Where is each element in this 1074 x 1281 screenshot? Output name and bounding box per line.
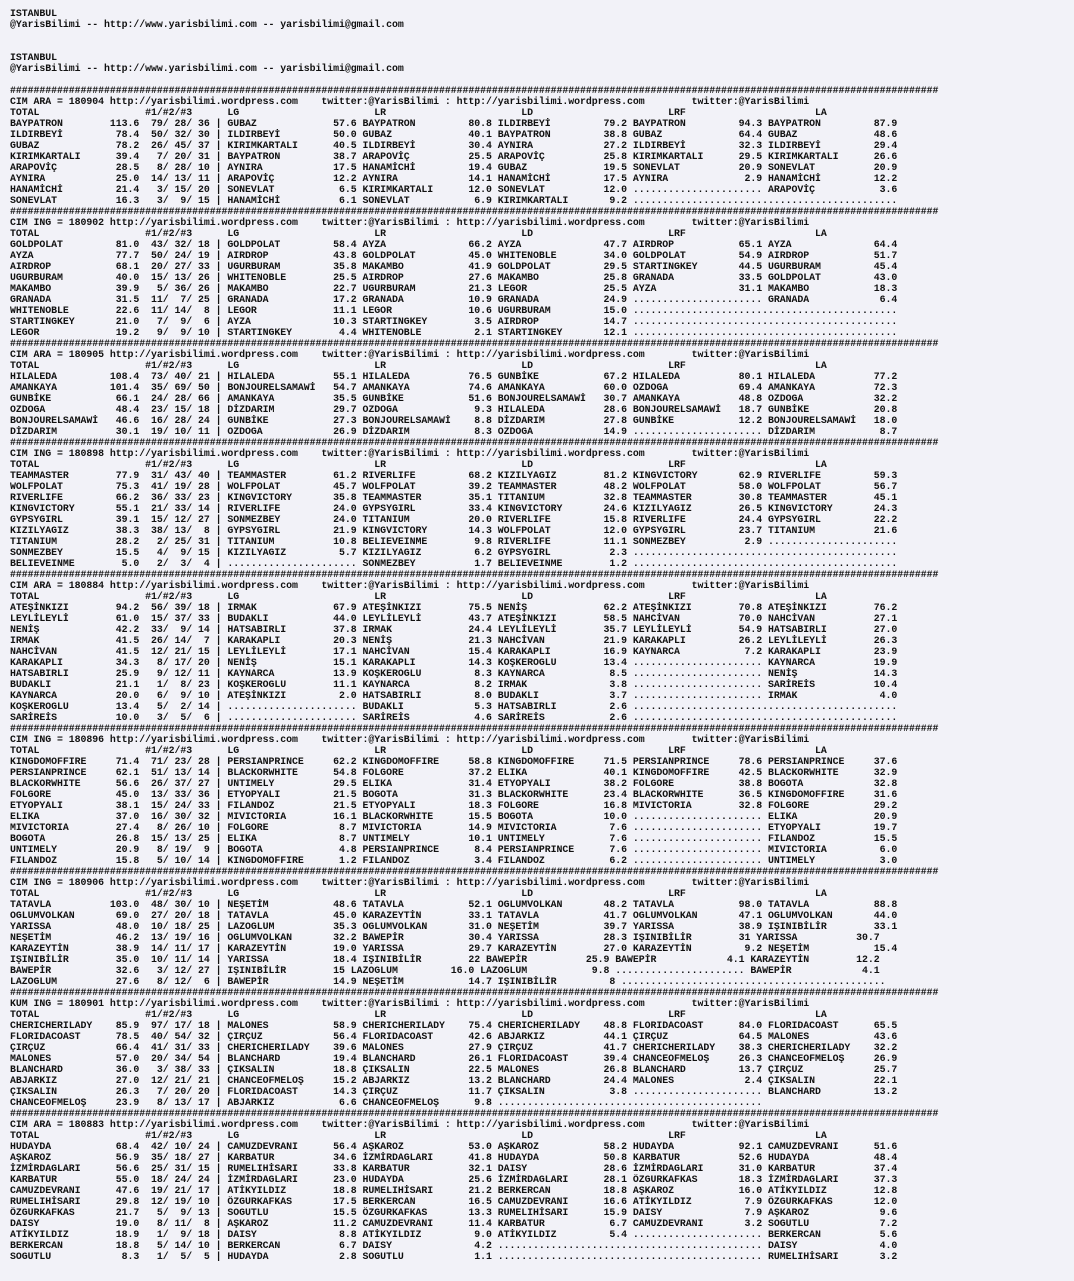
- horse-row: ELIKA 37.0 16/ 30/ 32 | MIVICTORIA 16.1 BLACKORWHITE 15.5 BOGOTA 10.0 ...................... ELIKA 20.9: [10, 811, 898, 822]
- horse-row: KINGDOMOFFIRE 71.4 71/ 23/ 28 | PERSIANPRINCE 62.2 KINGDOMOFFIRE 58.8 KINGDOMOFFIRE 71.5 PERSIANPRINCE 78.6 PERSIANPRINCE 37.6: [10, 756, 898, 767]
- horse-row: AMANKAYA 101.4 35/ 69/ 50 | BONJOURELSAMAWİ 54.7 AMANKAYA 74.6 AMANKAYA 60.0 OZDOGA 69.4 AMANKAYA 72.3: [10, 382, 898, 393]
- horse-row: KOŞKEROGLU 13.4 5/ 2/ 14 | ...................... BUDAKLI 5.3 HATSABIRLI 2.6 .............................................: [10, 701, 898, 712]
- horse-row: FOLGORE 45.0 13/ 33/ 36 | ETYOPYALI 21.5 BOGOTA 31.3 BLACKORWHITE 23.4 BLACKORWHITE 36.5 KINGDOMOFFIRE 31.6: [10, 789, 898, 800]
- horse-row: TATAVLA 103.0 48/ 30/ 10 | NEŞETİM 48.6 TATAVLA 52.1 OGLUMVOLKAN 48.2 TATAVLA 98.0 TATAVLA 88.8: [10, 899, 898, 910]
- horse-row: RIVERLIFE 66.2 36/ 33/ 23 | KINGVICTORY 35.8 TEAMMASTER 35.1 TITANIUM 32.8 TEAMMASTER 30.8 TEAMMASTER 45.1: [10, 492, 898, 503]
- column-header-line: TOTAL #1/#2/#3 LG LR LD LRF LA: [10, 459, 827, 470]
- horse-row: BUDAKLI 21.1 1/ 8/ 23 | KOŞKEROGLU 11.1 KAYNARCA 8.2 IRMAK 3.8 ...................... SARİREİS 10.4: [10, 679, 898, 690]
- horse-row: ÇIKSALIN 26.3 7/ 20/ 20 | FLORIDACOAST 14.3 ÇIRÇUZ 11.7 ÇIKSALIN 3.8 ...................... BLANCHARD 13.2: [10, 1086, 898, 1097]
- horse-row: KARAZEYTİN 38.9 14/ 11/ 17 | KARAZEYTİN 19.0 YARISSA 29.7 KARAZEYTİN 27.0 KARAZEYTİN 9.2 NEŞETİM 15.4: [10, 943, 898, 954]
- horse-row: KAYNARCA 20.0 6/ 9/ 10 | ATEŞİNKIZI 2.0 HATSABIRLI 8.0 BUDAKLI 3.7 ...................... IRMAK 4.0: [10, 690, 898, 701]
- horse-row: LAZOGLUM 27.6 8/ 12/ 6 | BAWEPİR 14.9 NEŞETİM 14.7 IŞINIBİLİR 8 .............................................: [10, 976, 886, 987]
- race-header-line: CIM ARA = 180883 http://yarisbilimi.wordpress.com twitter:@YarisBilimi : http://yarisbilimi.wordpress.com twitter:@YarisBilimi: [10, 1119, 810, 1130]
- horse-row: GYPSYGIRL 39.1 15/ 12/ 27 | SONMEZBEY 24.0 TITANIUM 20.0 RIVERLIFE 15.8 RIVERLIFE 24.4 GYPSYGIRL 22.2: [10, 514, 898, 525]
- horse-row: LEGOR 19.2 9/ 9/ 10 | STARTINGKEY 4.4 WHITENOBLE 2.1 STARTINGKEY 12.1 .............................................: [10, 327, 898, 338]
- horse-row: SARİREİS 10.0 3/ 5/ 6 | ...................... SARİREİS 4.6 SARİREİS 2.6 .............................................: [10, 712, 898, 723]
- column-header-line: TOTAL #1/#2/#3 LG LR LD LRF LA: [10, 591, 827, 602]
- horse-row: MIVICTORIA 27.4 8/ 26/ 10 | FOLGORE 8.7 MIVICTORIA 14.9 MIVICTORIA 7.6 ...................... ETYOPYALI 19.7: [10, 822, 898, 833]
- horse-row: ATİKYILDIZ 18.9 1/ 9/ 18 | DAISY 8.8 ATİKYILDIZ 9.0 ATİKYILDIZ 5.4 ...................... BERKERCAN 5.6: [10, 1229, 898, 1240]
- horse-row: OGLUMVOLKAN 69.0 27/ 20/ 18 | TATAVLA 45.0 KARAZEYTİN 33.1 TATAVLA 41.7 OGLUMVOLKAN 47.1 OGLUMVOLKAN 44.0: [10, 910, 898, 921]
- horse-row: HANAMİCHİ 21.4 3/ 15/ 20 | SONEVLAT 6.5 KIRIMKARTALI 12.0 SONEVLAT 12.0 ...................... ARAPOVİÇ 3.6: [10, 184, 898, 195]
- race-header-line: KUM ING = 180901 http://yarisbilimi.wordpress.com twitter:@YarisBilimi : http://yarisbilimi.wordpress.com twitter:@YarisBilimi: [10, 998, 810, 1009]
- separator-line: ##############################################################################################################################################################: [10, 338, 939, 349]
- horse-row: BONJOURELSAMAWİ 46.6 16/ 28/ 24 | GUNBİKE 27.3 BONJOURELSAMAWİ 8.8 DİZDARIM 27.8 GUNBİKE 12.2 BONJOURELSAMAWİ 18.0: [10, 415, 898, 426]
- race-header-line: CIM ING = 180898 http://yarisbilimi.wordpress.com twitter:@YarisBilimi : http://yarisbilimi.wordpress.com twitter:@YarisBilimi: [10, 448, 810, 459]
- horse-row: WHITENOBLE 22.6 11/ 14/ 8 | LEGOR 11.1 LEGOR 10.6 UGURBURAM 15.0 .............................................: [10, 305, 898, 316]
- horse-row: UNTIMELY 20.9 8/ 19/ 9 | BOGOTA 4.8 PERSIANPRINCE 8.4 PERSIANPRINCE 7.6 ...................... MIVICTORIA 6.0: [10, 844, 898, 855]
- horse-row: BAYPATRON 113.6 79/ 28/ 36 | GUBAZ 57.6 BAYPATRON 80.8 ILDIRBEYİ 79.2 BAYPATRON 94.3 BAYPATRON 87.9: [10, 118, 898, 129]
- horse-row: ABJARKIZ 27.0 12/ 21/ 21 | CHANCEOFMELOŞ 15.2 ABJARKIZ 13.2 BLANCHARD 24.4 MALONES 2.4 ÇIKSALIN 22.1: [10, 1075, 898, 1086]
- horse-row: SOGUTLU 8.3 1/ 5/ 5 | HUDAYDA 2.8 SOGUTLU 1.1 ............................................. RUMELIHİSARI 3.2: [10, 1251, 898, 1262]
- horse-row: HATSABIRLI 25.9 9/ 12/ 11 | KAYNARCA 13.9 KOŞKEROGLU 8.3 KAYNARCA 8.5 ...................... NENİŞ 14.3: [10, 668, 898, 679]
- text-line: @YarisBilimi -- http://www.yarisbilimi.com -- yarisbilimi@gmail.com: [10, 19, 404, 30]
- horse-row: AŞKAROZ 56.9 35/ 18/ 27 | KARBATUR 34.6 İZMİRDAGLARI 41.8 HUDAYDA 50.8 KARBATUR 52.6 HUDAYDA 48.4: [10, 1152, 898, 1163]
- column-header-line: TOTAL #1/#2/#3 LG LR LD LRF LA: [10, 888, 827, 899]
- column-header-line: TOTAL #1/#2/#3 LG LR LD LRF LA: [10, 107, 827, 118]
- race-header-line: CIM ING = 180896 http://yarisbilimi.wordpress.com twitter:@YarisBilimi : http://yarisbilimi.wordpress.com twitter:@YarisBilimi: [10, 734, 810, 745]
- horse-row: LEYLİLEYLİ 61.0 15/ 37/ 33 | BUDAKLI 44.0 LEYLİLEYLİ 43.7 ATEŞİNKIZI 58.5 NAHCİVAN 70.0 NAHCİVAN 27.1: [10, 613, 898, 624]
- horse-row: NAHCİVAN 41.5 12/ 21/ 15 | LEYLİLEYLİ 17.1 NAHCİVAN 15.4 KARAKAPLI 16.9 KAYNARCA 7.2 KARAKAPLI 23.9: [10, 646, 898, 657]
- separator-line: ##############################################################################################################################################################: [10, 987, 939, 998]
- horse-row: BELIEVEINME 5.0 2/ 3/ 4 | ...................... SONMEZBEY 1.7 BELIEVEINME 1.2 .............................................: [10, 558, 898, 569]
- horse-row: CAMUZDEVRANI 47.6 19/ 21/ 17 | ATİKYILDIZ 18.8 RUMELIHİSARI 21.2 BERKERCAN 18.8 AŞKAROZ 16.0 ATİKYILDIZ 12.8: [10, 1185, 898, 1196]
- text-line: ISTANBUL: [10, 8, 58, 19]
- horse-row: ILDIRBEYİ 78.4 50/ 32/ 30 | ILDIRBEYİ 50.0 GUBAZ 40.1 BAYPATRON 38.8 GUBAZ 64.4 GUBAZ 48.6: [10, 129, 898, 140]
- horse-row: KINGVICTORY 55.1 21/ 33/ 14 | RIVERLIFE 24.0 GYPSYGIRL 33.4 KINGVICTORY 24.6 KIZILYAGIZ 26.5 KINGVICTORY 24.3: [10, 503, 898, 514]
- horse-row: ARAPOVİÇ 28.5 8/ 28/ 10 | AYNIRA 17.5 HANAMİCHİ 19.4 GUBAZ 19.5 SONEVLAT 20.9 SONEVLAT 20.9: [10, 162, 898, 173]
- horse-row: STARTINGKEY 21.0 7/ 9/ 6 | AYZA 10.3 STARTINGKEY 3.5 AIRDROP 14.7 .............................................: [10, 316, 898, 327]
- horse-row: AIRDROP 68.1 20/ 27/ 33 | UGURBURAM 35.8 MAKAMBO 41.9 GOLDPOLAT 29.5 STARTINGKEY 44.5 UGURBURAM 45.4: [10, 261, 898, 272]
- blank-line: [10, 74, 1074, 85]
- race-header-line: CIM ARA = 180884 http://yarisbilimi.wordpress.com twitter:@YarisBilimi : http://yarisbilimi.wordpress.com twitter:@YarisBilimi: [10, 580, 810, 591]
- horse-row: CHANCEOFMELOŞ 23.9 8/ 13/ 17 | ABJARKIZ 6.6 CHANCEOFMELOŞ 9.8 .............................................: [10, 1097, 763, 1108]
- horse-row: BLACKORWHITE 56.6 26/ 37/ 27 | UNTIMELY 29.5 ELIKA 31.4 ETYOPYALI 38.2 FOLGORE 38.8 BOGOTA 32.8: [10, 778, 898, 789]
- column-header-line: TOTAL #1/#2/#3 LG LR LD LRF LA: [10, 228, 827, 239]
- separator-line: ##############################################################################################################################################################: [10, 569, 939, 580]
- horse-row: BLANCHARD 36.0 3/ 38/ 33 | ÇIKSALIN 18.8 ÇIKSALIN 22.5 MALONES 26.8 BLANCHARD 13.7 ÇIRÇUZ 25.7: [10, 1064, 898, 1075]
- horse-row: NEŞETİM 46.2 13/ 19/ 16 | OGLUMVOLKAN 32.2 BAWEPİR 30.4 YARISSA 28.3 IŞINIBİLİR 31 YARISSA 30.7: [10, 932, 880, 943]
- separator-line: ##############################################################################################################################################################: [10, 1108, 939, 1119]
- horse-row: BAWEPİR 32.6 3/ 12/ 27 | IŞINIBİLİR 15 LAZOGLUM 16.0 LAZOGLUM 9.8 ...................... BAWEPİR 4.1: [10, 965, 880, 976]
- horse-row: KIRIMKARTALI 39.4 7/ 20/ 31 | BAYPATRON 38.7 ARAPOVİÇ 25.5 ARAPOVİÇ 25.8 KIRIMKARTALI 29.5 KIRIMKARTALI 26.6: [10, 151, 898, 162]
- horse-row: DİZDARIM 30.1 19/ 10/ 11 | OZDOGA 26.9 DİZDARIM 8.3 OZDOGA 14.9 ...................... DİZDARIM 8.7: [10, 426, 898, 437]
- column-header-line: TOTAL #1/#2/#3 LG LR LD LRF LA: [10, 1130, 827, 1141]
- horse-row: HILALEDA 108.4 73/ 40/ 21 | HILALEDA 55.1 HILALEDA 76.5 GUNBİKE 67.2 HILALEDA 80.1 HILALEDA 77.2: [10, 371, 898, 382]
- column-header-line: TOTAL #1/#2/#3 LG LR LD LRF LA: [10, 1009, 827, 1020]
- horse-row: BERKERCAN 18.8 5/ 14/ 10 | BERKERCAN 6.7 DAISY 4.2 ............................................. DAISY 4.0: [10, 1240, 898, 1251]
- horse-row: RUMELIHİSARI 29.8 12/ 19/ 10 | ÖZGURKAFKAS 17.5 BERKERCAN 16.5 CAMUZDEVRANI 16.6 ATİKYILDIZ 7.9 ÖZGURKAFKAS 12.0: [10, 1196, 898, 1207]
- horse-row: OZDOGA 48.4 23/ 15/ 18 | DİZDARIM 29.7 OZDOGA 9.3 HILALEDA 28.6 BONJOURELSAMAWİ 18.7 GUNBİKE 20.8: [10, 404, 898, 415]
- horse-row: WOLFPOLAT 75.3 41/ 19/ 28 | WOLFPOLAT 45.7 WOLFPOLAT 39.2 TEAMMASTER 48.2 WOLFPOLAT 58.0 WOLFPOLAT 56.7: [10, 481, 898, 492]
- horse-row: KARAKAPLI 34.3 8/ 17/ 20 | NENİŞ 15.1 KARAKAPLI 14.3 KOŞKEROGLU 13.4 ...................... KAYNARCA 19.9: [10, 657, 898, 668]
- horse-row: IŞINIBİLİR 35.0 10/ 11/ 14 | YARISSA 18.4 IŞINIBİLİR 22 BAWEPİR 25.9 BAWEPİR 4.1 KARAZEYTİN 12.2: [10, 954, 880, 965]
- horse-row: FILANDOZ 15.8 5/ 10/ 14 | KINGDOMOFFIRE 1.2 FILANDOZ 3.4 FILANDOZ 6.2 ...................... UNTIMELY 3.0: [10, 855, 898, 866]
- horse-row: GUBAZ 78.2 26/ 45/ 37 | KIRIMKARTALI 40.5 ILDIRBEYİ 30.4 AYNIRA 27.2 ILDIRBEYİ 32.3 ILDIRBEYİ 29.4: [10, 140, 898, 151]
- horse-row: MALONES 57.0 20/ 34/ 54 | BLANCHARD 19.4 BLANCHARD 26.1 FLORIDACOAST 39.4 CHANCEOFMELOŞ 26.3 CHANCEOFMELOŞ 26.9: [10, 1053, 898, 1064]
- horse-row: CHERICHERILADY 85.9 97/ 17/ 18 | MALONES 58.9 CHERICHERILADY 75.4 CHERICHERILADY 48.8 FLORIDACOAST 84.0 FLORIDACOAST 65.5: [10, 1020, 898, 1031]
- separator-line: ##############################################################################################################################################################: [10, 866, 939, 877]
- horse-row: AYZA 77.7 50/ 24/ 19 | AIRDROP 43.8 GOLDPOLAT 45.0 WHITENOBLE 34.0 GOLDPOLAT 54.9 AIRDROP 51.7: [10, 250, 898, 261]
- horse-row: TEAMMASTER 77.9 31/ 43/ 40 | TEAMMASTER 61.2 RIVERLIFE 68.2 KIZILYAGIZ 81.2 KINGVICTORY 62.9 RIVERLIFE 59.3: [10, 470, 898, 481]
- horse-row: KIZILYAGIZ 38.3 38/ 13/ 8 | GYPSYGIRL 21.9 KINGVICTORY 14.3 WOLFPOLAT 12.0 GYPSYGIRL 23.7 TITANIUM 21.6: [10, 525, 898, 536]
- horse-row: PERSIANPRINCE 62.1 51/ 13/ 14 | BLACKORWHITE 54.8 FOLGORE 37.2 ELIKA 40.1 KINGDOMOFFIRE 42.5 BLACKORWHITE 32.9: [10, 767, 898, 778]
- horse-row: TITANIUM 28.2 2/ 25/ 31 | TITANIUM 10.8 BELIEVEINME 9.8 RIVERLIFE 11.1 SONMEZBEY 2.9 ......................: [10, 536, 898, 547]
- horse-row: FLORIDACOAST 78.5 40/ 54/ 32 | ÇIRÇUZ 56.4 FLORIDACOAST 42.6 ABJARKIZ 44.1 ÇIRÇUZ 64.5 MALONES 43.6: [10, 1031, 898, 1042]
- race-header-line: CIM ARA = 180905 http://yarisbilimi.wordpress.com twitter:@YarisBilimi : http://yarisbilimi.wordpress.com twitter:@YarisBilimi: [10, 349, 810, 360]
- race-header-line: CIM ING = 180906 http://yarisbilimi.wordpress.com twitter:@YarisBilimi : http://yarisbilimi.wordpress.com twitter:@YarisBilimi: [10, 877, 810, 888]
- horse-row: UGURBURAM 40.0 15/ 13/ 26 | WHITENOBLE 25.5 AIRDROP 27.6 MAKAMBO 25.8 GRANADA 33.5 GOLDPOLAT 43.0: [10, 272, 898, 283]
- horse-row: DAISY 19.0 8/ 11/ 8 | AŞKAROZ 11.2 CAMUZDEVRANI 11.4 KARBATUR 6.7 CAMUZDEVRANI 3.2 SOGUTLU 7.2: [10, 1218, 898, 1229]
- horse-row: HUDAYDA 68.4 42/ 10/ 24 | CAMUZDEVRANI 56.4 AŞKAROZ 53.0 AŞKAROZ 58.2 HUDAYDA 92.1 CAMUZDEVRANI 51.6: [10, 1141, 898, 1152]
- separator-line: ##############################################################################################################################################################: [10, 437, 939, 448]
- blank-line: [10, 30, 1074, 41]
- horse-row: NENİŞ 42.2 33/ 9/ 14 | HATSABIRLI 37.8 IRMAK 24.4 LEYLİLEYLİ 35.7 LEYLİLEYLİ 54.9 HATSABIRLI 27.0: [10, 624, 898, 635]
- horse-row: SONMEZBEY 15.5 4/ 9/ 15 | KIZILYAGIZ 5.7 KIZILYAGIZ 6.2 GYPSYGIRL 2.3 .............................................: [10, 547, 898, 558]
- race-header-line: CIM ARA = 180904 http://yarisbilimi.wordpress.com twitter:@YarisBilimi : http://yarisbilimi.wordpress.com twitter:@YarisBilimi: [10, 96, 810, 107]
- horse-row: GOLDPOLAT 81.0 43/ 32/ 18 | GOLDPOLAT 58.4 AYZA 66.2 AYZA 47.7 AIRDROP 65.1 AYZA 64.4: [10, 239, 898, 250]
- horse-row: ETYOPYALI 38.1 15/ 24/ 33 | FILANDOZ 21.5 ETYOPYALI 18.3 FOLGORE 16.8 MIVICTORIA 32.8 FOLGORE 29.2: [10, 800, 898, 811]
- horse-row: YARISSA 48.0 10/ 18/ 25 | LAZOGLUM 35.3 OGLUMVOLKAN 31.0 NEŞETİM 39.7 YARISSA 38.9 IŞINIBİLİR 33.1: [10, 921, 898, 932]
- column-header-line: TOTAL #1/#2/#3 LG LR LD LRF LA: [10, 745, 827, 756]
- horse-row: GUNBİKE 66.1 24/ 28/ 66 | AMANKAYA 35.5 GUNBİKE 51.6 BONJOURELSAMAWİ 30.7 AMANKAYA 48.8 OZDOGA 32.2: [10, 393, 898, 404]
- horse-row: ÇIRÇUZ 66.4 41/ 31/ 33 | CHERICHERILADY 39.6 MALONES 27.9 ÇIRÇUZ 41.7 CHERICHERILADY 38.3 CHERICHERILADY 32.2: [10, 1042, 898, 1053]
- horse-row: ÖZGURKAFKAS 21.7 5/ 9/ 13 | SOGUTLU 15.5 ÖZGURKAFKAS 13.3 RUMELIHİSARI 15.9 DAISY 7.9 AŞKAROZ 9.6: [10, 1207, 898, 1218]
- blank-line: [10, 41, 1074, 52]
- text-line: @YarisBilimi -- http://www.yarisbilimi.com -- yarisbilimi@gmail.com: [10, 63, 404, 74]
- column-header-line: TOTAL #1/#2/#3 LG LR LD LRF LA: [10, 360, 827, 371]
- horse-row: GRANADA 31.5 11/ 7/ 25 | GRANADA 17.2 GRANADA 10.9 GRANADA 24.9 ...................... GRANADA 6.4: [10, 294, 898, 305]
- horse-row: ATEŞİNKIZI 94.2 56/ 39/ 18 | IRMAK 67.9 ATEŞİNKIZI 75.5 NENİŞ 62.2 ATEŞİNKIZI 70.8 ATEŞİNKIZI 76.2: [10, 602, 898, 613]
- race-header-line: CIM ING = 180902 http://yarisbilimi.wordpress.com twitter:@YarisBilimi : http://yarisbilimi.wordpress.com twitter:@YarisBilimi: [10, 217, 810, 228]
- horse-row: AYNIRA 25.0 14/ 13/ 11 | ARAPOVİÇ 12.2 AYNIRA 14.1 HANAMİCHİ 17.5 AYNIRA 2.9 HANAMİCHİ 12.2: [10, 173, 898, 184]
- horse-row: İZMİRDAGLARI 56.6 25/ 31/ 15 | RUMELIHİSARI 33.8 KARBATUR 32.1 DAISY 28.6 İZMİRDAGLARI 31.0 KARBATUR 37.4: [10, 1163, 898, 1174]
- horse-row: MAKAMBO 39.9 5/ 36/ 26 | MAKAMBO 22.7 UGURBURAM 21.3 LEGOR 25.5 AYZA 31.1 MAKAMBO 18.3: [10, 283, 898, 294]
- text-line: ISTANBUL: [10, 52, 58, 63]
- horse-row: SONEVLAT 16.3 3/ 9/ 15 | HANAMİCHİ 6.1 SONEVLAT 6.9 KIRIMKARTALI 9.2 .............................................: [10, 195, 898, 206]
- separator-line: ##############################################################################################################################################################: [10, 85, 939, 96]
- horse-row: IRMAK 41.5 26/ 14/ 7 | KARAKAPLI 20.3 NENİŞ 21.3 NAHCİVAN 21.9 KARAKAPLI 26.2 LEYLİLEYLİ 26.3: [10, 635, 898, 646]
- separator-line: ##############################################################################################################################################################: [10, 206, 939, 217]
- separator-line: ##############################################################################################################################################################: [10, 723, 939, 734]
- horse-row: BOGOTA 26.8 15/ 13/ 25 | ELIKA 8.7 UNTIMELY 10.1 UNTIMELY 7.6 ...................... FILANDOZ 15.5: [10, 833, 898, 844]
- horse-row: KARBATUR 55.0 18/ 24/ 24 | İZMİRDAGLARI 23.0 HUDAYDA 25.6 İZMİRDAGLARI 28.1 ÖZGURKAFKAS 18.3 İZMİRDAGLARI 37.3: [10, 1174, 898, 1185]
